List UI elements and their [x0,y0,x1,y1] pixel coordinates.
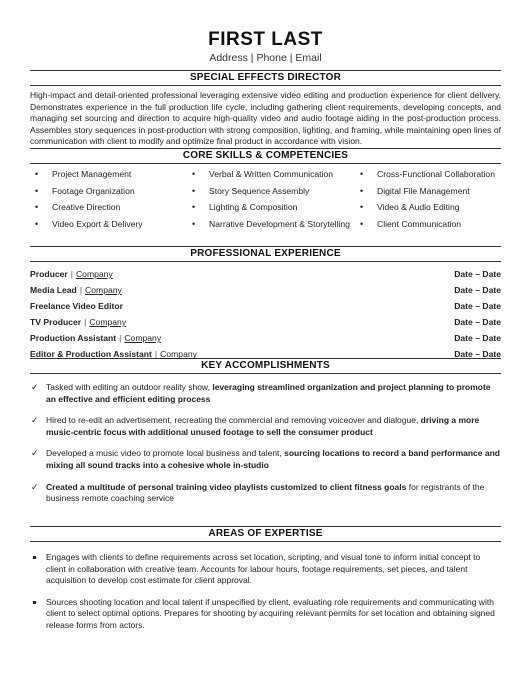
skill-item [187,199,355,216]
skill-item [355,199,501,216]
experience-row [30,266,501,282]
company-link[interactable]: Company [85,285,122,295]
accomplishment-item [30,448,501,471]
skill-item [187,183,355,200]
experience-row [30,330,501,346]
separator: | [154,349,158,359]
skills-column-2 [187,166,355,246]
bullet-icon: • [360,218,364,229]
job-dates: Date – Date [454,301,501,311]
experience-list [30,262,501,358]
experience-header: PROFESSIONAL EXPERIENCE [30,246,501,262]
job-dates: Date – Date [454,285,501,295]
experience-row [30,314,501,330]
expertise-header: AREAS OF EXPERTISE [30,526,501,542]
bullet-icon: • [360,185,364,196]
skill-item [355,183,501,200]
job-title-header: SPECIAL EFFECTS DIRECTOR [30,70,501,86]
contact-separator: | [250,52,254,64]
separator: | [84,317,87,327]
accomplishment-item [30,382,501,405]
skill-label: Story Sequence Assembly [209,185,310,196]
separator: | [70,269,73,279]
separator: | [79,285,83,295]
contact-line [30,52,501,65]
candidate-name: FIRST LAST [208,29,323,50]
checkmark-icon: ✓ [31,382,39,392]
skill-label: Video Export & Delivery [52,218,143,229]
company-link[interactable]: Company [89,317,127,327]
bullet-icon: • [192,185,196,196]
expertise-text: Engages with clients to define requirements across set location, scripting, and visual tone to inform initial concept to client in collaboration with creative team. Accounts for labour hours, footage requirements, set pieces, and talent acquisition to develop cost estimate for client approval. [46,552,481,586]
accomplishment-highlight: driving a more music-centric focus with additional unused footage to sell the consumer product [46,415,480,437]
skills-header: CORE SKILLS & COMPETENCIES [30,148,501,164]
skills-grid [30,164,501,246]
skill-label: Lighting & Composition [209,202,298,213]
company-link[interactable]: Company [124,333,162,343]
skill-item [187,166,355,183]
experience-role [30,346,197,362]
bullet-icon: • [35,202,39,213]
skill-label: Project Management [52,169,132,179]
bullet-icon: • [35,169,39,179]
checkmark-icon: ✓ [31,448,39,459]
bullet-icon: • [192,202,196,213]
experience-role [30,314,126,330]
expertise-item [30,552,501,587]
expertise-list [30,542,501,632]
bullet-icon: • [35,185,39,196]
skill-item [30,166,187,183]
accomplishment-text: Developed a music video to promote local business and talent, [46,448,285,459]
expertise-text: Sources shooting location and local talent if unspecified by client, evaluating role requirements and communicating with client to select optimal options. Prepares for shooting by acquiring relevant permits for set location and obtaining signed release forms from actors. [46,596,495,630]
accomplishment-text: for registrants of the business remote coaching service [46,481,485,504]
square-bullet-icon [33,556,36,559]
job-title: TV Producer [30,317,82,327]
separator: | [119,333,122,343]
accomplishments-header: KEY ACCOMPLISHMENTS [30,358,501,374]
accomplishments-list [30,374,501,526]
accomplishment-item [30,482,501,505]
experience-role [30,298,123,314]
experience-role [30,330,161,346]
accomplishment-highlight: Created a multitude of personal training video playlists customized to client fitness goals [46,481,407,492]
job-title: Production Assistant [30,333,117,343]
bullet-icon: • [192,218,196,229]
contact-separator: | [289,52,293,64]
job-dates: Date – Date [454,269,501,279]
skill-item [30,216,187,233]
skill-item [30,199,187,216]
checkmark-icon: ✓ [31,481,39,492]
resume-page [30,0,501,642]
job-dates: Date – Date [454,333,501,343]
experience-row [30,298,501,314]
accomplishment-highlight: sourcing locations to record a band performance and mixing all sound tracks into a cohesive whole in-studio [46,448,500,470]
accomplishment-text: Hired to re-edit an advertisement, recreating the commercial and removing voiceover and dialogue, [46,415,421,426]
accomplishment-text: Tasked with editing an outdoor reality show, [46,382,213,392]
skills-column-1 [30,166,187,246]
bullet-icon: • [35,218,39,229]
job-title: Producer [30,269,68,279]
skill-item [355,216,501,233]
accomplishment-item [30,415,501,438]
skill-label: Narrative Development & Storytelling [209,218,350,229]
experience-row [30,282,501,298]
bullet-icon: • [192,169,196,179]
job-dates: Date – Date [454,349,501,359]
job-title: Editor & Production Assistant [30,349,152,359]
accomplishment-highlight: leveraging streamlined organization and project planning to promote an effective and efficient editing process [46,382,491,404]
skill-item [30,183,187,200]
experience-role [30,266,113,282]
skill-label: Cross-Functional Collaboration [377,169,495,179]
skill-item [187,216,355,233]
contact-phone: Phone [256,52,287,64]
skill-label: Digital File Management [377,185,470,196]
company-link[interactable]: Company [160,349,197,359]
contact-email: Email [295,52,322,64]
skill-label: Verbal & Written Communication [209,169,334,179]
experience-role [30,282,122,298]
summary-paragraph: High-impact and detail-oriented professional leveraging extensive video editing and production experience for client delivery. Demonstrates experience in the full production life cycle, including gathering client requirements, developing concepts, and managing set sourcing and direction to acquire high-quality video and audio footage aiding in the post-production process. Assembles story sequences in post-production with strong composition, lighting, and framing, while maintaining open lines of communication with client to modify and optimize final product in accordance with vision. [30,90,501,147]
skill-label: Client Communication [377,218,462,229]
contact-address: Address [209,52,248,64]
job-title: Media Lead [30,285,77,295]
skills-column-3 [355,166,501,246]
bullet-icon: • [360,169,364,179]
skill-label: Video & Audio Editing [377,202,460,213]
expertise-item [30,597,501,632]
skill-label: Footage Organization [52,185,135,196]
checkmark-icon: ✓ [31,415,39,426]
job-title: Freelance Video Editor [30,301,123,311]
skill-label: Creative Direction [52,202,121,213]
square-bullet-icon [33,601,36,604]
company-link[interactable]: Company [75,269,113,279]
skill-item [355,166,501,183]
bullet-icon: • [360,202,364,213]
job-dates: Date – Date [454,317,501,327]
